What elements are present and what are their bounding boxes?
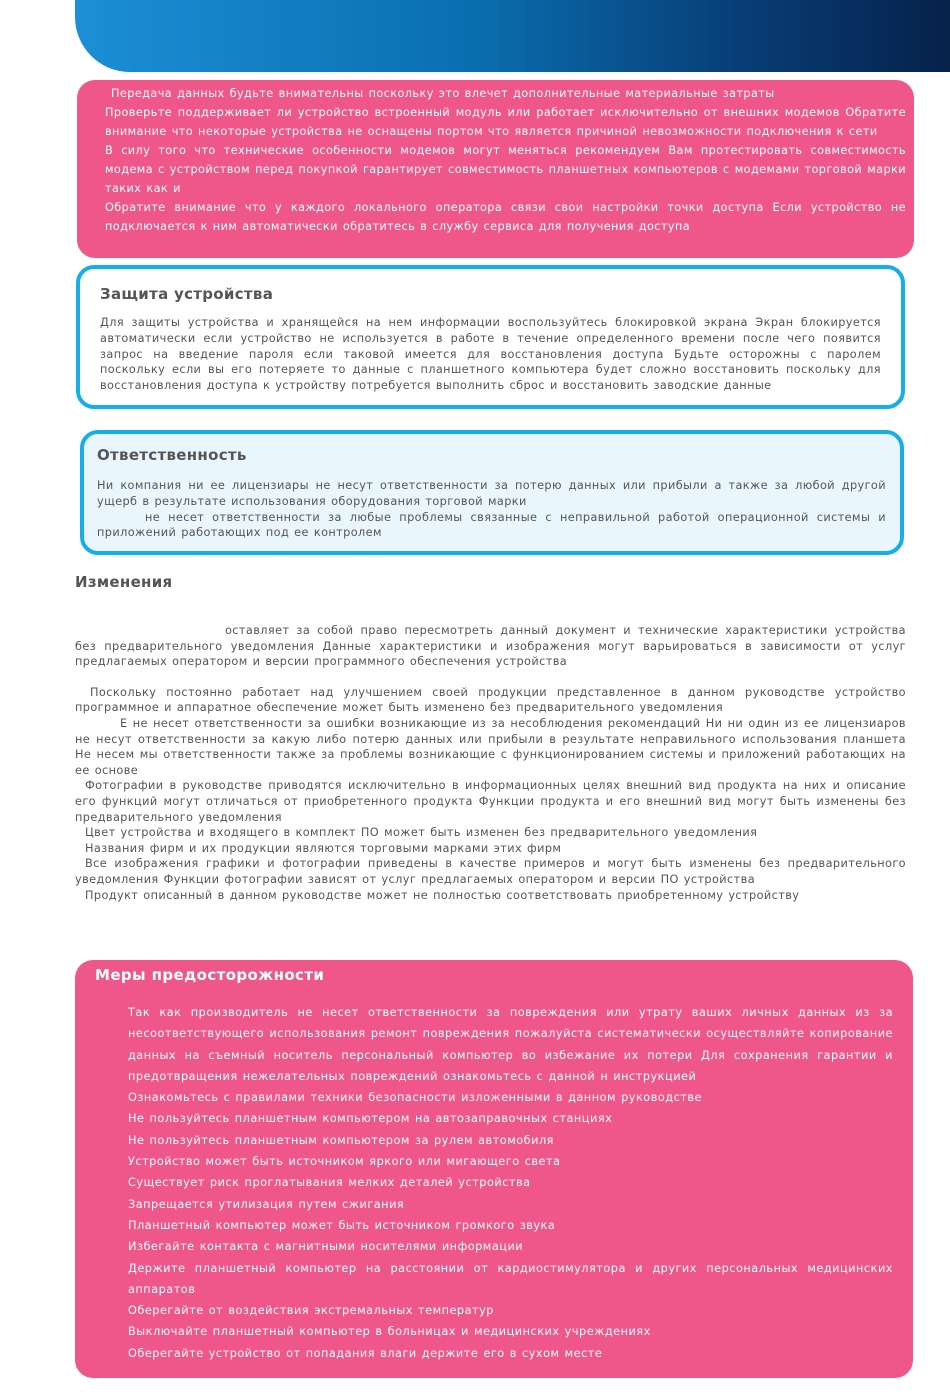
notice-line: В силу того что технические особенности модемов могут меняться рекомендуем Вам протестировать совместимость модема с устройством перед покупкой гарантирует совместимость планшетных компьютеров с модемами торговой марки таких как и <box>105 144 906 195</box>
list-item: Оберегайте от воздействия экстремальных температур <box>128 1304 494 1318</box>
paragraph: оставляет за собой право пересмотреть данный документ и технические характеристики устройства без предварительного уведомления Данные характеристики и изображения могут варьироваться в зависимости от услуг предлагаемых оператором и версии программного обеспечения устройства <box>75 624 906 669</box>
notice-line: Обратите внимание что у каждого локального оператора связи свои настройки точки доступа Если устройство не подключается к ним автоматически обратитесь в службу сервиса для получения доступа <box>105 201 906 233</box>
paragraph: Е не несет ответственности за ошибки возникающие из за несоблюдения рекомендаций Ни ни один из ее лицензиаров не несут ответственности за какую либо потерю данных или прибыли в результате неправильного использования планшета Не несем мы ответственности также за проблемы возникающие с функционированием системы и приложений работающих на ее основе <box>75 716 906 777</box>
section-title: Защита устройства <box>100 285 274 303</box>
list-item: Устройство может быть источником яркого или мигающего света <box>128 1155 561 1169</box>
paragraph: Продукт описанный в данном руководстве может не полностью соответствовать приобретенному устройству <box>85 888 800 902</box>
list-item: Планшетный компьютер может быть источником громкого звука <box>128 1218 556 1232</box>
list-item: Существует риск проглатывания мелких деталей устройства <box>128 1176 531 1190</box>
paragraph: Названия фирм и их продукции являются торговыми марками этих фирм <box>85 841 562 855</box>
list-item: Не пользуйтесь планшетным компьютером на автозаправочных станциях <box>128 1112 613 1126</box>
section-text: Для защиты устройства и хранящейся на нем информации воспользуйтесь блокировкой экрана Экран блокируется автоматически если устройство не используется в работе в течение определенного времени после чего появится запрос на введение пароля если таковой имеется для восстановления доступа Будьте осторожны с паролем поскольку если вы его потеряете то данные с планшетного компьютера будет сложно восстановить поскольку для восстановления доступа к устройству потребуется выполнить сброс и восстановить заводские данные <box>100 316 881 393</box>
precautions-list <box>95 1002 893 1364</box>
responsibility-box <box>80 430 904 555</box>
section-text: не несет ответственности за любые проблемы связанные с неправильной работой операционной системы и приложений работающих под ее контролем <box>97 510 886 540</box>
section-title: Изменения <box>75 573 173 591</box>
list-item: Избегайте контакта с магнитными носителями информации <box>128 1240 524 1254</box>
paragraph: Поскольку постоянно работает над улучшением своей продукции представленное в данном руководстве устройство программное и аппаратное обеспечение может быть изменено без предварительного уведомления <box>75 685 906 715</box>
paragraph: Все изображения графики и фотографии приведены в качестве примеров и могут быть изменены без предварительного уведомления Функции фотографии зависят от услуг предлагаемых оператором и версии ПО устройства <box>75 857 906 886</box>
device-security-box <box>76 265 905 409</box>
list-item: Так как производитель не несет ответственности за повреждения или утрату ваших личных данных из за несоответствующего использования ремонт повреждения пожалуйста систематически осуществляйте копирование данных на съемный носитель персональный компьютер во избежание их потери Для сохранения гарантии и предотвращения нежелательных повреждений ознакомьтесь с данной н инструкцией <box>128 1006 893 1083</box>
section-text: Ни компания ни ее лицензиары не несут ответственности за потерю данных или прибыли а также за любой другой ущерб в результате использования оборудования торговой марки <box>97 479 886 508</box>
section-title: Ответственность <box>97 446 247 464</box>
list-item: Оберегайте устройство от попадания влаги держите его в сухом месте <box>128 1346 603 1360</box>
paragraph: Цвет устройства и входящего в комплект ПО может быть изменен без предварительного уведомления <box>85 826 758 840</box>
list-item: Выключайте планшетный компьютер в больницах и медицинских учреждениях <box>128 1325 651 1339</box>
precautions-box <box>75 960 913 1378</box>
list-item: Ознакомьтесь с правилами техники безопасности изложенными в данном руководстве <box>128 1091 702 1105</box>
list-item: Запрещается утилизация путем сжигания <box>128 1197 405 1211</box>
notice-line: Проверьте поддерживает ли устройство встроенный модуль или работает исключительно от внешних модемов Обратите внимание что некоторые устройства не оснащены портом что является причиной невозможности подключения к сети <box>105 106 906 138</box>
list-item: Не пользуйтесь планшетным компьютером за рулем автомобиля <box>128 1133 554 1147</box>
header-banner <box>75 0 950 72</box>
paragraph: Фотографии в руководстве приводятся исключительно в информационных целях внешний вид продукта на них и описание его функций могут отличаться от приобретенного продукта Функции продукта и его внешний вид могут быть изменены без предварительного уведомления <box>75 779 906 824</box>
changes-section <box>75 573 906 903</box>
section-title: Меры предосторожности <box>95 966 325 984</box>
notice-line: Передача данных будьте внимательны поскольку это влечет дополнительные материальные затраты <box>111 87 775 100</box>
list-item: Держите планшетный компьютер на расстоянии от кардиостимулятора и других персональных медицинских аппаратов <box>128 1261 893 1296</box>
data-transfer-notice <box>77 80 914 258</box>
